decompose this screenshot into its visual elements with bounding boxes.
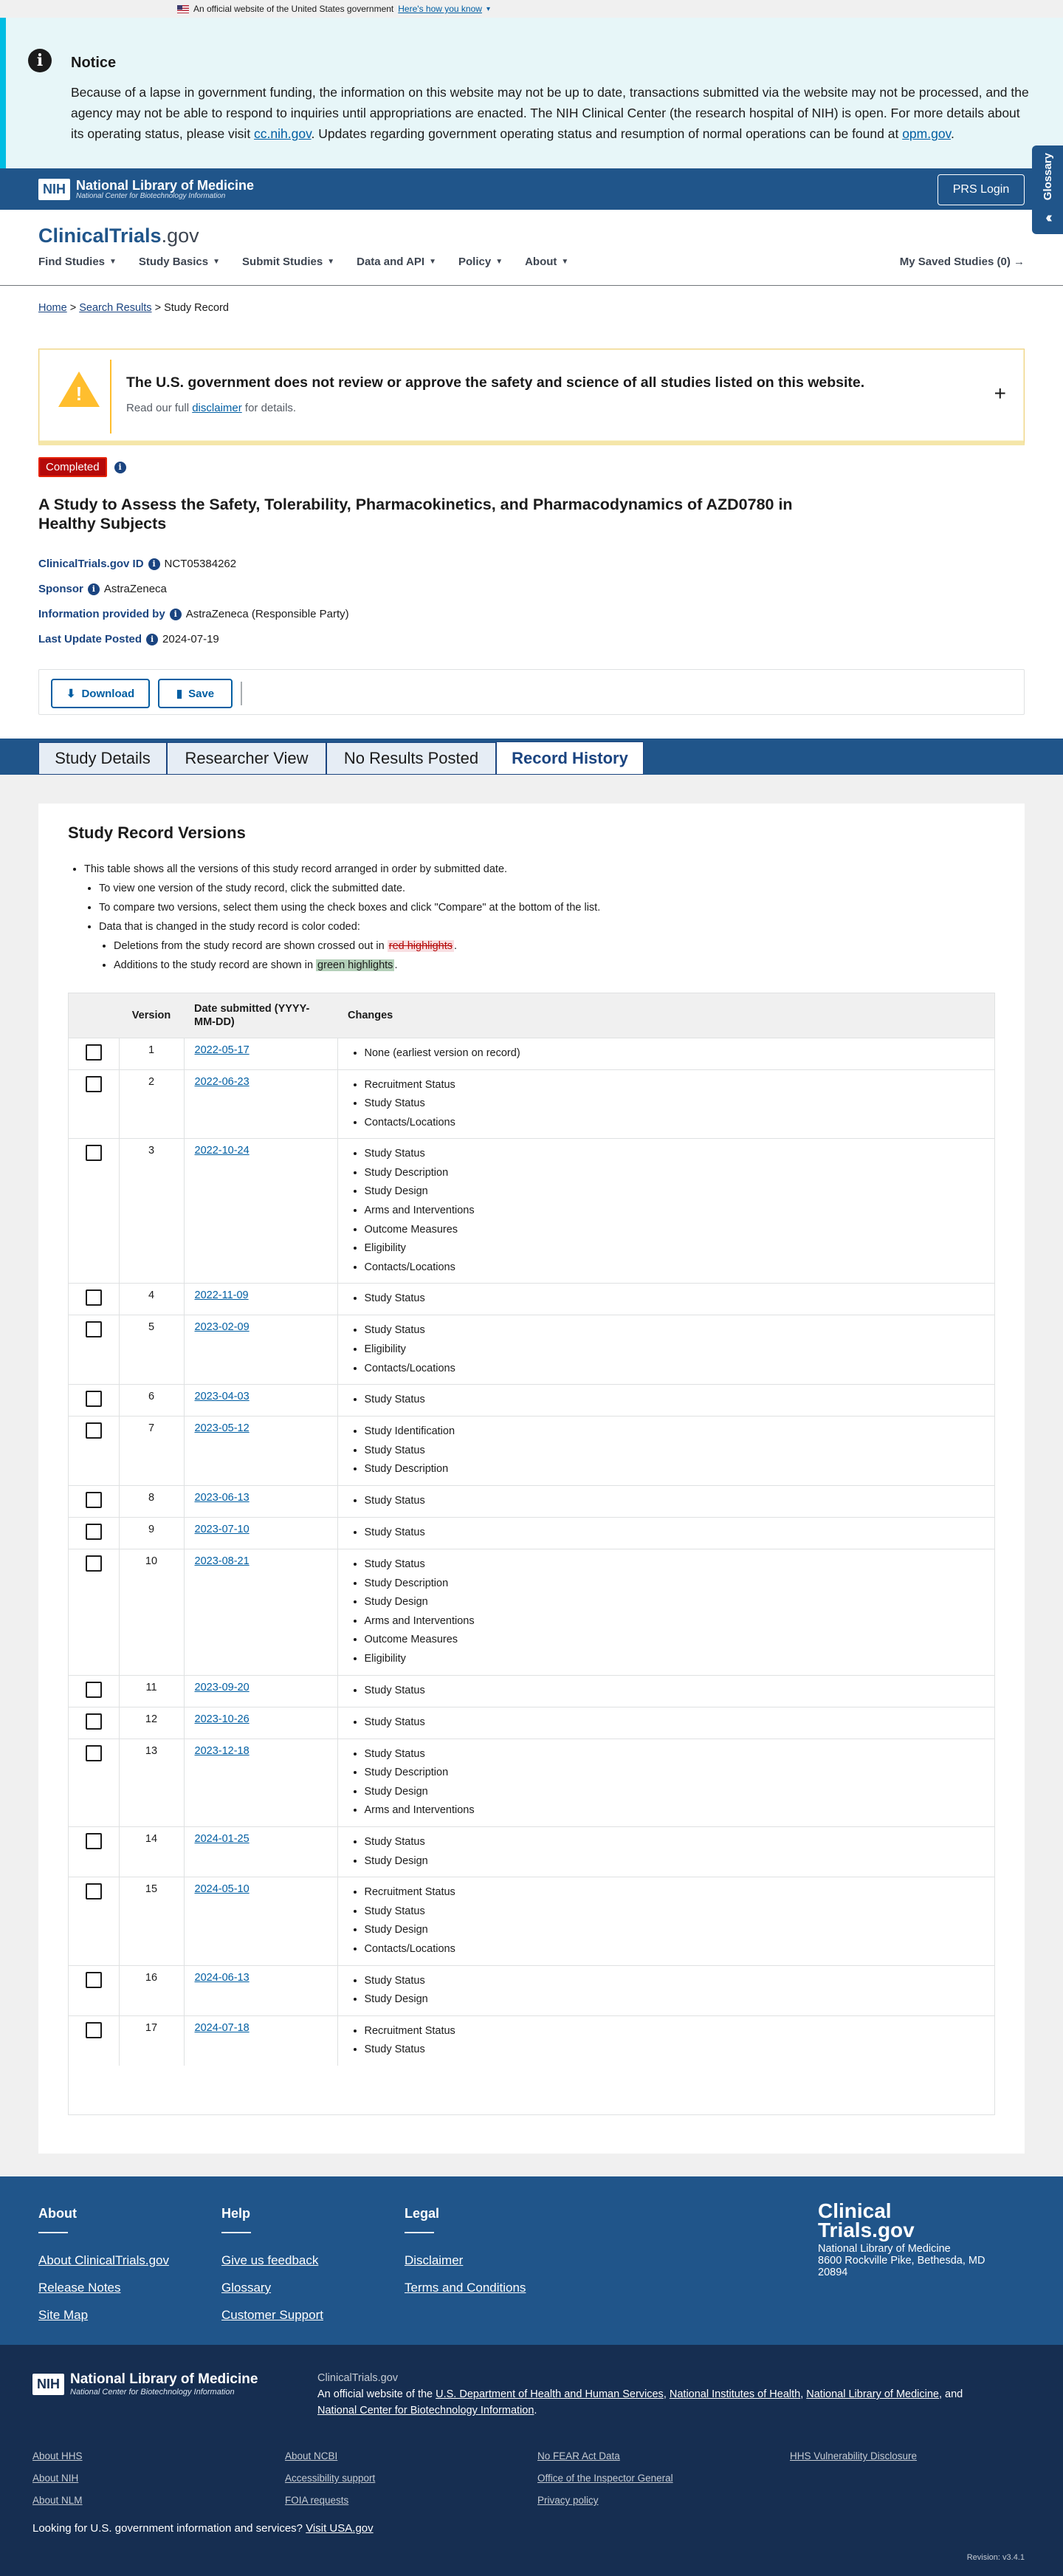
version-date-link[interactable]: 2023-09-20	[194, 1681, 250, 1693]
version-checkbox[interactable]	[86, 1492, 102, 1508]
version-checkbox[interactable]	[86, 2022, 102, 2038]
changes-list	[348, 1524, 985, 1543]
col-changes: Changes	[337, 993, 994, 1038]
version-date-link[interactable]: 2023-10-26	[194, 1713, 250, 1725]
info-icon[interactable]: i	[148, 558, 160, 570]
version-number: 13	[119, 1739, 184, 1826]
meta-label-sponsor: Sponsor	[38, 583, 83, 595]
chevron-down-icon: ▼	[429, 258, 436, 266]
save-button[interactable]: ▮ Save	[158, 679, 233, 708]
change-item: • Study Description	[365, 1164, 985, 1183]
table-row	[69, 1139, 994, 1284]
version-number: 10	[119, 1549, 184, 1676]
change-item: • Eligibility	[365, 1239, 985, 1258]
change-item: • Recruitment Status	[365, 1076, 985, 1095]
change-item: • Study Status	[365, 1145, 985, 1164]
clinicaltrials-logo[interactable]: ClinicalTrials.gov	[38, 225, 199, 247]
change-item: • Contacts/Locations	[365, 1114, 985, 1133]
link-about-hhs[interactable]: About HHS	[32, 2450, 83, 2462]
notice-body: Because of a lapse in government funding, the information on this website may not be up to date, transactions submitted via the website may not be processed, and the agency may not be able to respond to inquiries until appropriations are enacted. The NIH Clinical Center (the research hospital of NIH) is open. For more details about its operating status, please visit cc.nih.gov. Updates regarding government operating status and resumption of normal operations can be found at opm.gov.	[71, 85, 1029, 141]
meta-value-last-update: 2024-07-19	[162, 633, 219, 645]
change-item: • Study Description	[365, 1764, 985, 1783]
versions-table	[68, 993, 995, 2115]
nih-logo-mark: NIH	[38, 179, 70, 200]
change-item: • Study Status	[365, 1524, 985, 1543]
link-about-ncbi[interactable]: About NCBI	[285, 2450, 338, 2462]
bookmark-icon: ▮	[176, 688, 183, 700]
prs-login-button[interactable]: PRS Login	[938, 174, 1025, 205]
expand-plus-icon[interactable]: +	[994, 382, 1006, 405]
change-item: • Study Design	[365, 1783, 985, 1802]
footer-links	[0, 2176, 1063, 2345]
disclaimer-link[interactable]: disclaimer	[192, 402, 242, 414]
change-item: • Study Status	[365, 1713, 985, 1733]
change-item: • Eligibility	[365, 1650, 985, 1669]
changes-list	[348, 1391, 985, 1410]
version-date-link[interactable]: 2023-06-13	[194, 1492, 250, 1504]
table-row	[69, 1284, 994, 1315]
version-date-link[interactable]: 2023-08-21	[194, 1555, 250, 1567]
status-badge: Completed	[38, 457, 107, 477]
tab-no-results-posted[interactable]: No Results Posted	[326, 742, 496, 775]
change-item: • Study Status	[365, 1492, 985, 1511]
breadcrumb-current: Study Record	[164, 302, 229, 314]
nlm-subtitle: National Center for Biotechnology Information	[76, 191, 226, 200]
nlm-header-bar	[0, 168, 1063, 210]
link-about-nlm[interactable]: About NLM	[32, 2495, 83, 2506]
change-item: • Outcome Measures	[365, 1631, 985, 1650]
breadcrumb: Home > Search Results > Study Record	[38, 302, 229, 314]
study-title: A Study to Assess the Safety, Tolerability, Pharmacokinetics, and Pharmacodynamics of AZD0780 in Healthy Subjects	[38, 496, 793, 532]
info-icon[interactable]: i	[146, 634, 158, 645]
notice-title: Notice	[71, 55, 117, 71]
table-row	[69, 1385, 994, 1417]
col-date: Date submitted (YYYY-MM-DD)	[184, 993, 337, 1038]
version-number: 2	[119, 1069, 184, 1139]
change-item: • Study Description	[365, 1460, 985, 1479]
info-icon[interactable]: i	[170, 609, 182, 620]
version-number: 9	[119, 1518, 184, 1549]
link-no-fear[interactable]: No FEAR Act Data	[537, 2450, 620, 2462]
us-flag-icon	[177, 5, 189, 13]
version-checkbox[interactable]	[86, 1289, 102, 1306]
alert-title: The U.S. government does not review or approve the safety and science of all studies listed on this website.	[126, 374, 865, 391]
opm-link[interactable]: opm.gov	[902, 126, 952, 141]
change-item: • Study Status	[365, 1442, 985, 1461]
meta-label-id: ClinicalTrials.gov ID	[38, 558, 144, 570]
changes-list	[348, 2022, 985, 2060]
gov-banner	[0, 0, 1063, 18]
nlm-title: National Library of Medicine	[76, 177, 255, 193]
version-checkbox[interactable]	[86, 1972, 102, 1988]
version-checkbox[interactable]	[86, 1145, 102, 1161]
meta-value-id: NCT05384262	[164, 558, 237, 570]
nih-logo-mark: NIH	[32, 2374, 64, 2395]
tab-researcher-view[interactable]: Researcher View	[167, 742, 326, 775]
changes-list	[348, 1555, 985, 1669]
table-row	[69, 1739, 994, 1826]
version-checkbox[interactable]	[86, 1833, 102, 1849]
record-history-card	[38, 804, 1025, 2154]
version-number: 7	[119, 1417, 184, 1486]
version-date-link[interactable]: 2024-05-10	[194, 1883, 250, 1896]
version-checkbox[interactable]	[86, 1745, 102, 1761]
footer-legal: Legal Disclaimer Terms and Conditions	[405, 2206, 526, 2301]
version-number: 6	[119, 1385, 184, 1417]
footer-link-terms[interactable]: Terms and Conditions	[405, 2281, 526, 2295]
table-row	[69, 1707, 994, 1739]
version-number: 17	[119, 2015, 184, 2066]
change-item: • Study Status	[365, 1555, 985, 1575]
nlm-logo[interactable]	[38, 179, 254, 200]
version-checkbox[interactable]	[86, 1391, 102, 1407]
version-number: 8	[119, 1486, 184, 1518]
version-date-link[interactable]: 2023-05-12	[194, 1422, 250, 1435]
cc-nih-link[interactable]: cc.nih.gov	[254, 126, 312, 141]
changes-list	[348, 1713, 985, 1733]
version-checkbox[interactable]	[86, 1883, 102, 1900]
changes-list	[348, 1044, 985, 1063]
version-date-link[interactable]: 2023-02-09	[194, 1321, 250, 1334]
nav-about[interactable]: About ▼	[525, 256, 569, 268]
version-checkbox[interactable]	[86, 1044, 102, 1061]
changes-list	[348, 1492, 985, 1511]
status-row	[38, 457, 126, 477]
change-item: • Study Identification	[365, 1422, 985, 1442]
change-item: • Study Design	[365, 1593, 985, 1612]
version-checkbox[interactable]	[86, 1524, 102, 1540]
change-item: • Outcome Measures	[365, 1221, 985, 1240]
link-about-nih[interactable]: About NIH	[32, 2473, 79, 2484]
table-row	[69, 1069, 994, 1139]
glossary-tab[interactable]	[1032, 145, 1063, 234]
footer-link-feedback[interactable]: Give us feedback	[221, 2253, 319, 2267]
version-number: 3	[119, 1139, 184, 1284]
version-date-link[interactable]: 2022-11-09	[194, 1289, 249, 1302]
change-item: • Study Design	[365, 1990, 985, 2010]
footer-col-4	[790, 2445, 917, 2467]
link-oig[interactable]: Office of the Inspector General	[537, 2473, 673, 2484]
change-item: • Study Status	[365, 1682, 985, 1701]
footer-ct-logo[interactable]: Clinical Trials.gov	[818, 2199, 915, 2241]
footer-about: About About ClinicalTrials.gov Release Notes Site Map	[38, 2206, 169, 2329]
green-highlight-sample: green highlights	[317, 959, 393, 971]
table-row	[69, 1038, 994, 1069]
breadcrumb-home[interactable]: Home	[38, 302, 67, 314]
table-row	[69, 1486, 994, 1518]
change-item: • Study Status	[365, 1095, 985, 1114]
study-tabs	[0, 739, 1063, 775]
footer-brand	[818, 2199, 1002, 2278]
info-icon[interactable]: i	[88, 583, 100, 595]
breadcrumb-search-results[interactable]: Search Results	[79, 302, 152, 314]
site-header	[0, 210, 1063, 287]
version-date-link[interactable]: 2023-12-18	[194, 1744, 250, 1757]
table-row	[69, 2015, 994, 2066]
nih-link[interactable]: National Institutes of Health	[669, 2388, 801, 2400]
version-date-link[interactable]: 2024-06-13	[194, 1971, 250, 1984]
change-item: • Study Status	[365, 2041, 985, 2060]
footer-bottom	[0, 2345, 1063, 2576]
shutdown-notice	[0, 18, 1063, 168]
tab-study-details[interactable]: Study Details	[38, 742, 167, 775]
link-vulnerability[interactable]: HHS Vulnerability Disclosure	[790, 2450, 918, 2462]
changes-list	[348, 1883, 985, 1959]
chevron-down-icon: ▼	[495, 258, 503, 266]
version-checkbox[interactable]	[86, 1076, 102, 1092]
version-checkbox[interactable]	[86, 1713, 102, 1730]
nlm-link[interactable]: National Library of Medicine	[806, 2388, 939, 2400]
change-item: • Study Status	[365, 1833, 985, 1852]
version-date-link[interactable]: 2023-04-03	[194, 1391, 250, 1403]
heres-how-you-know-link[interactable]: Here's how you know	[398, 4, 482, 14]
tab-record-history[interactable]: Record History	[496, 741, 644, 775]
version-date-link[interactable]: 2022-10-24	[194, 1145, 250, 1157]
changes-list	[348, 1321, 985, 1378]
main-nav	[38, 256, 568, 268]
change-item: • Contacts/Locations	[365, 1360, 985, 1379]
table-row	[69, 1518, 994, 1549]
changes-list	[348, 1076, 985, 1133]
meta-label-provided-by: Information provided by	[38, 608, 165, 620]
version-date-link[interactable]: 2022-05-17	[194, 1044, 250, 1056]
link-accessibility[interactable]: Accessibility support	[285, 2473, 376, 2484]
link-privacy[interactable]: Privacy policy	[537, 2495, 599, 2506]
arrow-right-icon: →	[1014, 256, 1025, 268]
change-item: • Arms and Interventions	[365, 1801, 985, 1820]
change-item: • Study Status	[365, 1321, 985, 1340]
glossary-label: Glossary	[1041, 153, 1054, 201]
nav-policy[interactable]: Policy ▼	[458, 256, 503, 268]
version-date-link[interactable]: 2024-01-25	[194, 1832, 250, 1845]
my-saved-studies-link[interactable]: My Saved Studies (0) →	[899, 256, 1025, 268]
study-meta	[38, 552, 349, 652]
change-item: • Study Status	[365, 1902, 985, 1922]
version-number: 5	[119, 1315, 184, 1385]
change-item: • Eligibility	[365, 1340, 985, 1360]
hhs-link[interactable]: U.S. Department of Health and Human Services	[436, 2388, 664, 2400]
link-foia[interactable]: FOIA requests	[285, 2495, 349, 2506]
table-row	[69, 1826, 994, 1877]
meta-label-last-update: Last Update Posted	[38, 633, 142, 645]
table-row	[69, 1549, 994, 1676]
change-item: • Contacts/Locations	[365, 1258, 985, 1278]
table-row	[69, 1965, 994, 2015]
change-item: • Study Design	[365, 1921, 985, 1940]
version-date-link[interactable]: 2024-07-18	[194, 2021, 250, 2034]
footer-link-glossary[interactable]: Glossary	[221, 2281, 272, 2295]
chevron-down-icon: ▼	[109, 258, 117, 266]
version-date-link[interactable]: 2023-07-10	[194, 1524, 250, 1535]
changes-list	[348, 1289, 985, 1309]
meta-value-provided-by: AstraZeneca (Responsible Party)	[185, 608, 349, 620]
version-number: 15	[119, 1877, 184, 1965]
version-number: 14	[119, 1826, 184, 1877]
footer-link-release-notes[interactable]: Release Notes	[38, 2281, 121, 2295]
revision-text: Revision: v3.4.1	[966, 2553, 1025, 2562]
change-item: • Study Status	[365, 1745, 985, 1764]
changes-list	[348, 1145, 985, 1277]
footer-col-3	[537, 2445, 673, 2512]
ncbi-link[interactable]: National Center for Biotechnology Information	[317, 2405, 534, 2416]
footer-gov-statement: ClinicalTrials.gov An official website of the U.S. Department of Health and Human Services, National Institutes of Health, National Library of Medicine, and National Center for Biotechnology Information.	[317, 2372, 963, 2416]
footer-help: Help Give us feedback Glossary Customer Support	[221, 2206, 323, 2329]
history-intro: • This table shows all the versions of this study record arranged in order by submitted date. • To view one version of the study record, click the submitted date. • To compare two versions, select them using the check boxes and click "Compare" at the bottom of the list. • Data that is changed in the study record is color coded: • Deletions from the study record are shown crossed out in red highlights . • Additions to the study record are shown in green highlights .	[68, 860, 600, 975]
footer-link-support[interactable]: Customer Support	[221, 2308, 323, 2322]
version-date-link[interactable]: 2022-06-23	[194, 1075, 250, 1088]
table-row	[69, 1877, 994, 1965]
study-header-section	[0, 286, 1063, 739]
table-row	[69, 1315, 994, 1385]
change-item: • Contacts/Locations	[365, 1940, 985, 1959]
change-item: • Recruitment Status	[365, 1883, 985, 1902]
usa-gov-link[interactable]: Visit USA.gov	[306, 2522, 374, 2535]
changes-list	[348, 1682, 985, 1701]
info-icon: i	[28, 49, 52, 72]
alert-body: Read our full disclaimer for details.	[126, 402, 297, 414]
change-item: • Study Status	[365, 1289, 985, 1309]
change-item: • Study Status	[365, 1972, 985, 1991]
table-row	[69, 1417, 994, 1486]
footer-link-site-map[interactable]: Site Map	[38, 2308, 89, 2322]
version-checkbox[interactable]	[86, 1682, 102, 1698]
footer-link-about-ct[interactable]: About ClinicalTrials.gov	[38, 2253, 169, 2267]
version-number: 1	[119, 1038, 184, 1069]
chevron-down-icon: ▼	[327, 258, 335, 266]
footer-nlm-logo[interactable]: NIH National Library of Medicine National Center for Biotechnology Information	[32, 2371, 258, 2397]
footer-col-2	[285, 2445, 375, 2512]
version-checkbox[interactable]	[86, 1321, 102, 1337]
change-item: • Arms and Interventions	[365, 1202, 985, 1221]
version-checkbox[interactable]	[86, 1555, 102, 1572]
chevron-down-icon: ▼	[213, 258, 221, 266]
change-item: • Arms and Interventions	[365, 1612, 985, 1631]
nav-submit-studies[interactable]: Submit Studies ▼	[242, 256, 335, 268]
changes-list	[348, 1422, 985, 1479]
version-number: 11	[119, 1675, 184, 1707]
version-checkbox[interactable]	[86, 1422, 102, 1439]
red-highlight-sample: red highlights	[388, 940, 453, 952]
change-item: • Recruitment Status	[365, 2022, 985, 2041]
usa-gov-line: Looking for U.S. government information and services? Visit USA.gov	[32, 2522, 374, 2535]
chevron-down-icon: ▾	[486, 4, 490, 13]
history-heading: Study Record Versions	[68, 823, 246, 842]
nav-data-api[interactable]: Data and API ▼	[357, 256, 436, 268]
change-item: • Study Description	[365, 1575, 985, 1594]
download-icon: ⬇	[66, 688, 76, 700]
changes-list	[348, 1833, 985, 1871]
version-number: 12	[119, 1707, 184, 1739]
gov-banner-text: An official website of the United States government	[193, 4, 394, 14]
chevron-down-icon: ▼	[561, 258, 569, 266]
changes-list	[348, 1745, 985, 1820]
disclaimer-alert: ! The U.S. government does not review or approve the safety and science of all studies listed on this website. Read our full disclaimer for details. +	[38, 349, 1025, 445]
info-icon[interactable]: i	[114, 462, 126, 473]
meta-value-sponsor: AstraZeneca	[103, 583, 167, 595]
footer-link-disclaimer[interactable]: Disclaimer	[405, 2253, 464, 2267]
double-chevron-left-icon: ‹‹	[1045, 210, 1050, 226]
footer-address: National Library of Medicine 8600 Rockville Pike, Bethesda, MD 20894	[818, 2243, 985, 2278]
change-item: • None (earliest version on record)	[365, 1044, 985, 1063]
download-button[interactable]: ⬇ Download	[51, 679, 150, 708]
col-version: Version	[119, 993, 184, 1038]
nav-study-basics[interactable]: Study Basics ▼	[138, 256, 221, 268]
version-number: 4	[119, 1284, 184, 1315]
change-item: • Study Design	[365, 1182, 985, 1202]
version-number: 16	[119, 1965, 184, 2015]
footer-col-1	[32, 2445, 83, 2512]
change-item: • Study Design	[365, 1852, 985, 1871]
change-item: • Study Status	[365, 1391, 985, 1410]
nav-find-studies[interactable]: Find Studies ▼	[38, 256, 117, 268]
changes-list	[348, 1972, 985, 2010]
table-row	[69, 1675, 994, 1707]
study-actions	[38, 669, 1025, 715]
